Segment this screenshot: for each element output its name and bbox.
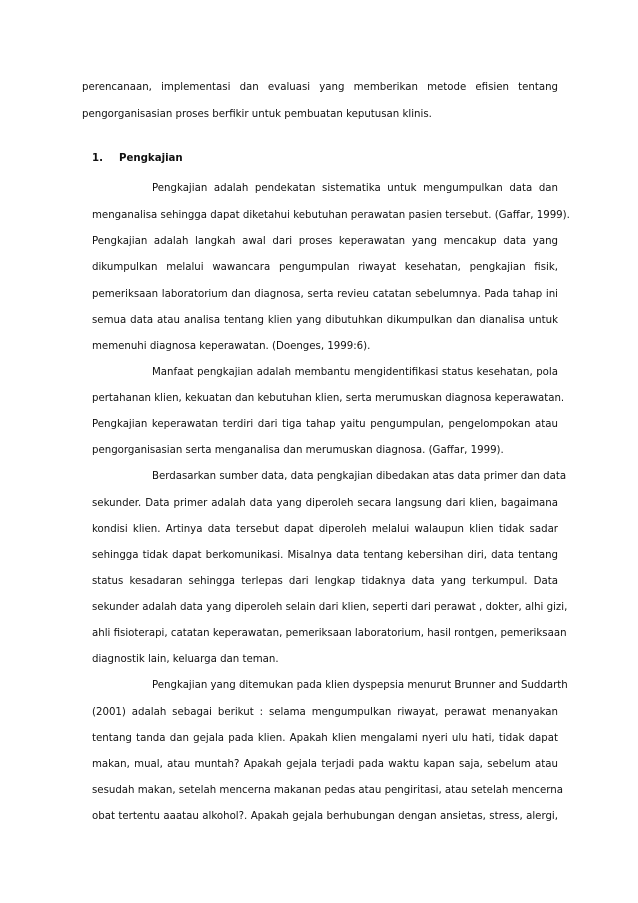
paragraph-line: kondisi klien. Artinya data tersebut dapat diperoleh melalui walaupun klien tidak sadar [92, 524, 558, 535]
paragraph-line: Manfaat pengkajian adalah membantu mengidentifikasi status kesehatan, pola [152, 367, 558, 378]
paragraph-line: memenuhi diagnosa keperawatan. (Doenges, 1999:6). [92, 341, 371, 352]
paragraph-line: sekunder. Data primer adalah data yang diperoleh secara langsung dari klien, bagaimana [92, 498, 558, 509]
paragraph-line: menganalisa sehingga dapat diketahui kebutuhan perawatan pasien tersebut. (Gaffar, 1999). [92, 210, 570, 221]
paragraph-line: Pengkajian keperawatan terdiri dari tiga tahap yaitu pengumpulan, pengelompokan atau [92, 419, 558, 430]
paragraph-line: Pengkajian yang ditemukan pada klien dyspepsia menurut Brunner and Suddarth [152, 680, 568, 691]
paragraph-line: Pengkajian adalah langkah awal dari proses keperawatan yang mencakup data yang [92, 236, 558, 247]
paragraph-line: tentang tanda dan gejala pada klien. Apakah klien mengalami nyeri ulu hati, tidak dapat [92, 733, 558, 744]
paragraph-line: semua data atau analisa tentang klien yang dibutuhkan dikumpulkan dan dianalisa untuk [92, 315, 558, 326]
section-heading [92, 152, 183, 166]
paragraph-line: obat tertentu aaatau alkohol?. Apakah gejala berhubungan dengan ansietas, stress, alergi, [92, 811, 558, 822]
paragraph-line: makan, mual, atau muntah? Apakah gejala terjadi pada waktu kapan saja, sebelum atau [92, 759, 558, 770]
intro-line: pengorganisasian proses berfikir untuk pembuatan keputusan klinis. [82, 109, 432, 120]
paragraph-line: Pengkajian adalah pendekatan sistematika untuk mengumpulkan data dan [152, 183, 558, 194]
paragraph-line: (2001) adalah sebagai berikut : selama mengumpulkan riwayat, perawat menanyakan [92, 707, 558, 718]
paragraph-line: status kesadaran sehingga terlepas dari lengkap tidaknya data yang terkumpul. Data [92, 576, 558, 587]
paragraph-line: dikumpulkan melalui wawancara pengumpulan riwayat kesehatan, pengkajian fisik, [92, 262, 558, 273]
paragraph-line: pertahanan klien, kekuatan dan kebutuhan klien, serta merumuskan diagnosa keperawatan. [92, 393, 565, 404]
paragraph-line: pemeriksaan laboratorium dan diagnosa, serta revieu catatan sebelumnya. Pada tahap ini [92, 289, 558, 300]
paragraph-line: pengorganisasian serta menganalisa dan merumuskan diagnosa. (Gaffar, 1999). [92, 445, 504, 456]
section-title: Pengkajian [119, 153, 183, 164]
paragraph-line: sesudah makan, setelah mencerna makanan pedas atau pengiritasi, atau setelah mencerna [92, 785, 563, 796]
paragraph-line: Berdasarkan sumber data, data pengkajian dibedakan atas data primer dan data [152, 471, 567, 482]
paragraph-line: sehingga tidak dapat berkomunikasi. Misalnya data tentang kebersihan diri, data tentang [92, 550, 558, 561]
section-number: 1. [92, 153, 103, 164]
paragraph-line: diagnostik lain, keluarga dan teman. [92, 654, 279, 665]
intro-line: perencanaan, implementasi dan evaluasi yang memberikan metode efisien tentang [82, 82, 558, 93]
paragraph-line: sekunder adalah data yang diperoleh selain dari klien, seperti dari perawat , dokter, alhi gizi, [92, 602, 568, 613]
paragraph-line: ahli fisioterapi, catatan keperawatan, pemeriksaan laboratorium, hasil rontgen, pemeriksaan [92, 628, 567, 639]
